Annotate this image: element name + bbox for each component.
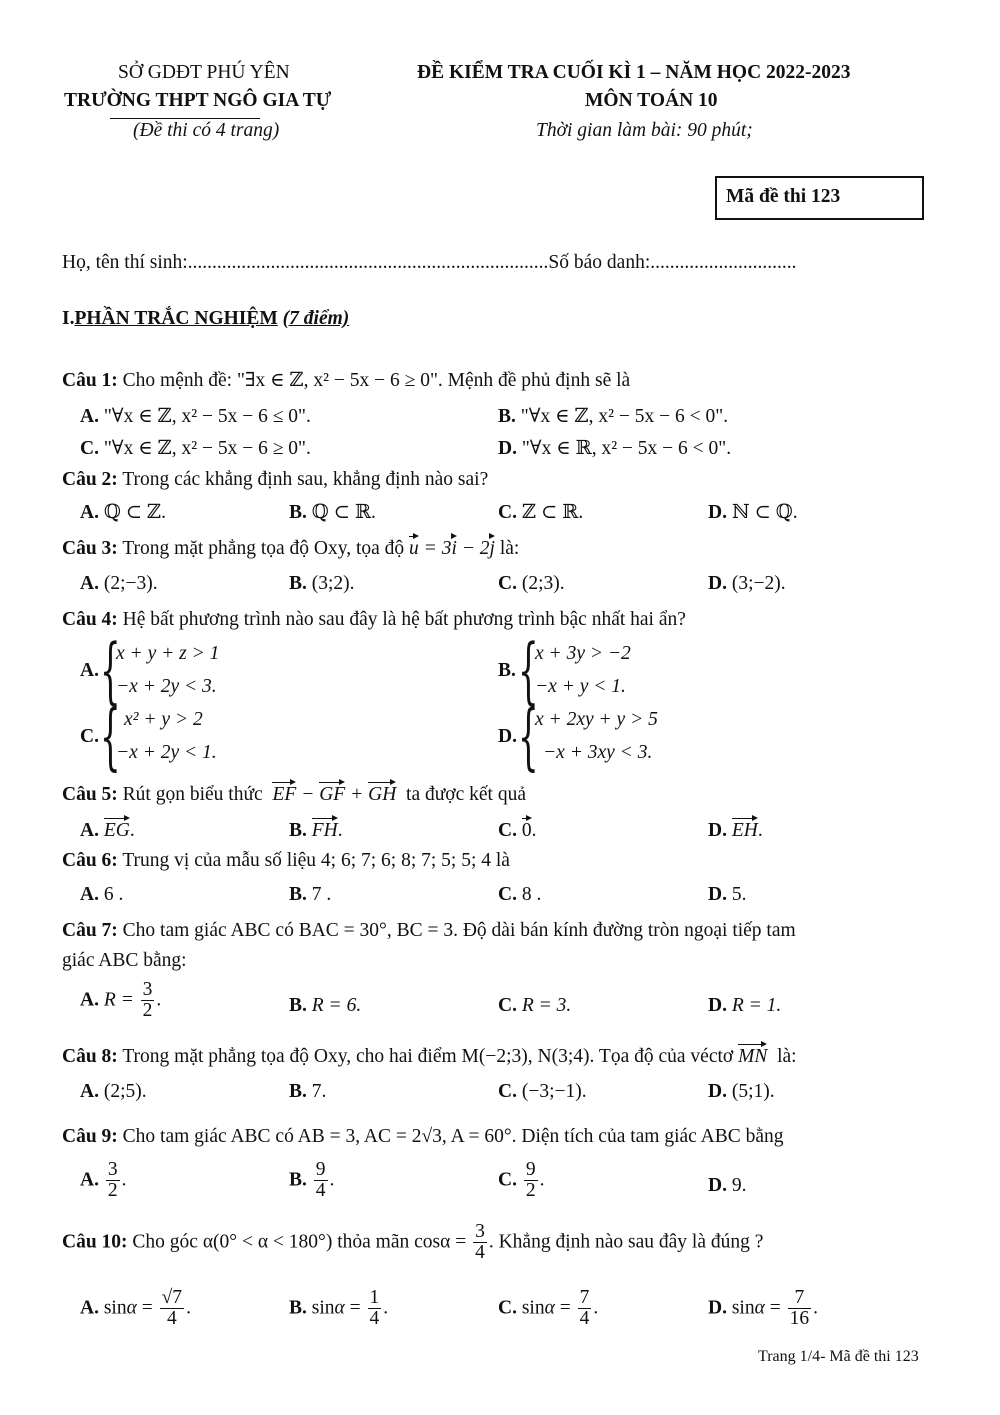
header-underline	[110, 118, 260, 119]
exam-code: Mã đề thi 123	[726, 186, 841, 207]
q4-option-d-line1: x + 2xy + y > 5	[535, 709, 658, 730]
q7-option-d: D. R = 1.	[708, 995, 782, 1016]
q4-option-b-label: B.	[498, 660, 516, 681]
q5-option-d: D. EH.	[708, 820, 763, 841]
exam-code-box	[715, 176, 924, 220]
q3-option-d: D. (3;−2).	[708, 573, 786, 594]
q7-option-c: C. R = 3.	[498, 995, 572, 1016]
q1-option-a: A. "∀x ∈ ℤ, x² − 5x − 6 ≤ 0".	[80, 406, 311, 427]
q2-option-b: B. ℚ ⊂ ℝ.	[289, 502, 376, 523]
q4-option-c-line2: −x + 2y < 1.	[116, 742, 217, 763]
q4-b-brace: {	[518, 628, 539, 712]
q6-option-a: A. 6 .	[80, 884, 124, 905]
q10-option-a: A. sinα = $\frac{√7}{4}$ .	[80, 1287, 191, 1330]
q4-option-a-line1: x + y + z > 1	[116, 643, 220, 664]
q4-option-b-line1: x + 3y > −2	[535, 643, 631, 664]
student-info-line: Họ, tên thí sinh:..........................................................................Số báo danh:..............................	[62, 252, 797, 273]
question-2: Câu 2: Trong các khẳng định sau, khẳng định nào sai?	[62, 469, 489, 490]
q6-option-d: D. 5.	[708, 884, 747, 905]
question-3: Câu 3: Trong mặt phẳng tọa độ Oxy, tọa độ u = 3i − 2j là:	[62, 538, 520, 559]
q4-option-a-label: A.	[80, 660, 99, 681]
q9-option-d: D. 9.	[708, 1175, 747, 1196]
q4-a-brace: {	[100, 628, 121, 712]
q8-option-a: A. (2;5).	[80, 1081, 147, 1102]
question-7: Câu 7: Cho tam giác ABC có BAC = 30°, BC = 3. Độ dài bán kính đường tròn ngoại tiếp tam	[62, 920, 796, 941]
q8-option-c: C. (−3;−1).	[498, 1081, 587, 1102]
q5-option-b: B. FH.	[289, 820, 343, 841]
subject: MÔN TOÁN 10	[585, 90, 718, 111]
q10-option-d: D. sinα = $\frac{7}{16}$ .	[708, 1287, 818, 1330]
q8-option-d: D. (5;1).	[708, 1081, 775, 1102]
q4-option-c-line1: x² + y > 2	[124, 709, 203, 730]
exam-title: ĐỀ KIỂM TRA CUỐI KÌ 1 – NĂM HỌC 2022-2023	[417, 62, 851, 83]
school-name: TRƯỜNG THPT NGÔ GIA TỰ	[64, 90, 332, 111]
q3-option-a: A. (2;−3).	[80, 573, 158, 594]
q4-option-c-label: C.	[80, 726, 99, 747]
q6-option-c: C. 8 .	[498, 884, 542, 905]
q3-option-b: B. (3;2).	[289, 573, 355, 594]
q4-option-d-label: D.	[498, 726, 517, 747]
question-7-cont: giác ABC bằng:	[62, 950, 187, 971]
q2-option-a: A. ℚ ⊂ ℤ.	[80, 502, 167, 523]
dept-name: SỞ GDĐT PHÚ YÊN	[118, 62, 290, 83]
q1-option-b: B. "∀x ∈ ℤ, x² − 5x − 6 < 0".	[498, 406, 729, 427]
q4-option-d-line2: −x + 3xy < 3.	[543, 742, 653, 763]
q2-option-c: C. ℤ ⊂ ℝ.	[498, 502, 584, 523]
time-limit: Thời gian làm bài: 90 phút;	[536, 120, 753, 141]
q4-option-b-line2: −x + y < 1.	[535, 676, 626, 697]
question-8: Câu 8: Trong mặt phẳng tọa độ Oxy, cho hai điểm M(−2;3), N(3;4). Tọa độ của véctơ MN là:	[62, 1046, 797, 1067]
q5-option-a: A. EG.	[80, 820, 135, 841]
q1-option-c: C. "∀x ∈ ℤ, x² − 5x − 6 ≥ 0".	[80, 438, 311, 459]
pages-note: (Đề thi có 4 trang)	[133, 120, 280, 141]
q3-option-c: C. (2;3).	[498, 573, 565, 594]
question-5: Câu 5: Rút gọn biểu thức EF − GF + GH ta được kết quả	[62, 784, 526, 805]
q8-option-b: B. 7.	[289, 1081, 327, 1102]
q7-option-b: B. R = 6.	[289, 995, 362, 1016]
q1-option-d: D. "∀x ∈ ℝ, x² − 5x − 6 < 0".	[498, 438, 732, 459]
question-10: Câu 10: Cho góc α(0° < α < 180°) thỏa mãn cosα = $\frac{3}{4}$ . Khẳng định nào sau đây là đúng ?	[62, 1221, 764, 1264]
q9-option-a: A. $\frac{3}{2}$ .	[80, 1159, 127, 1202]
q5-option-c: C. 0.	[498, 820, 537, 841]
question-1: Câu 1: Cho mệnh đề: "∃x ∈ ℤ, x² − 5x − 6 ≥ 0". Mệnh đề phủ định sẽ là	[62, 370, 631, 391]
question-4: Câu 4: Hệ bất phương trình nào sau đây là hệ bất phương trình bậc nhất hai ẩn?	[62, 609, 686, 630]
q4-option-a-line2: −x + 2y < 3.	[116, 676, 217, 697]
question-9: Câu 9: Cho tam giác ABC có AB = 3, AC = 2√3, A = 60°. Diện tích của tam giác ABC bằng	[62, 1126, 784, 1147]
q4-d-brace: {	[518, 694, 539, 778]
question-6: Câu 6: Trung vị của mẫu số liệu 4; 6; 7; 6; 8; 7; 5; 5; 4 là	[62, 850, 510, 871]
q10-option-b: B. sinα = $\frac{1}{4}$ .	[289, 1287, 389, 1330]
section-heading: I.PHẦN TRẮC NGHIỆM (7 điểm)	[62, 308, 350, 329]
q10-option-c: C. sinα = $\frac{7}{4}$ .	[498, 1287, 599, 1330]
q7-option-a: A. R = $\frac{3}{2}$ .	[80, 979, 162, 1022]
q9-option-c: C. $\frac{9}{2}$ .	[498, 1159, 545, 1202]
q2-option-d: D. ℕ ⊂ ℚ.	[708, 502, 798, 523]
q9-option-b: B. $\frac{9}{4}$ .	[289, 1159, 335, 1202]
page-footer: Trang 1/4- Mã đề thi 123	[758, 1348, 919, 1365]
q4-c-brace: {	[100, 694, 121, 778]
q6-option-b: B. 7 .	[289, 884, 332, 905]
